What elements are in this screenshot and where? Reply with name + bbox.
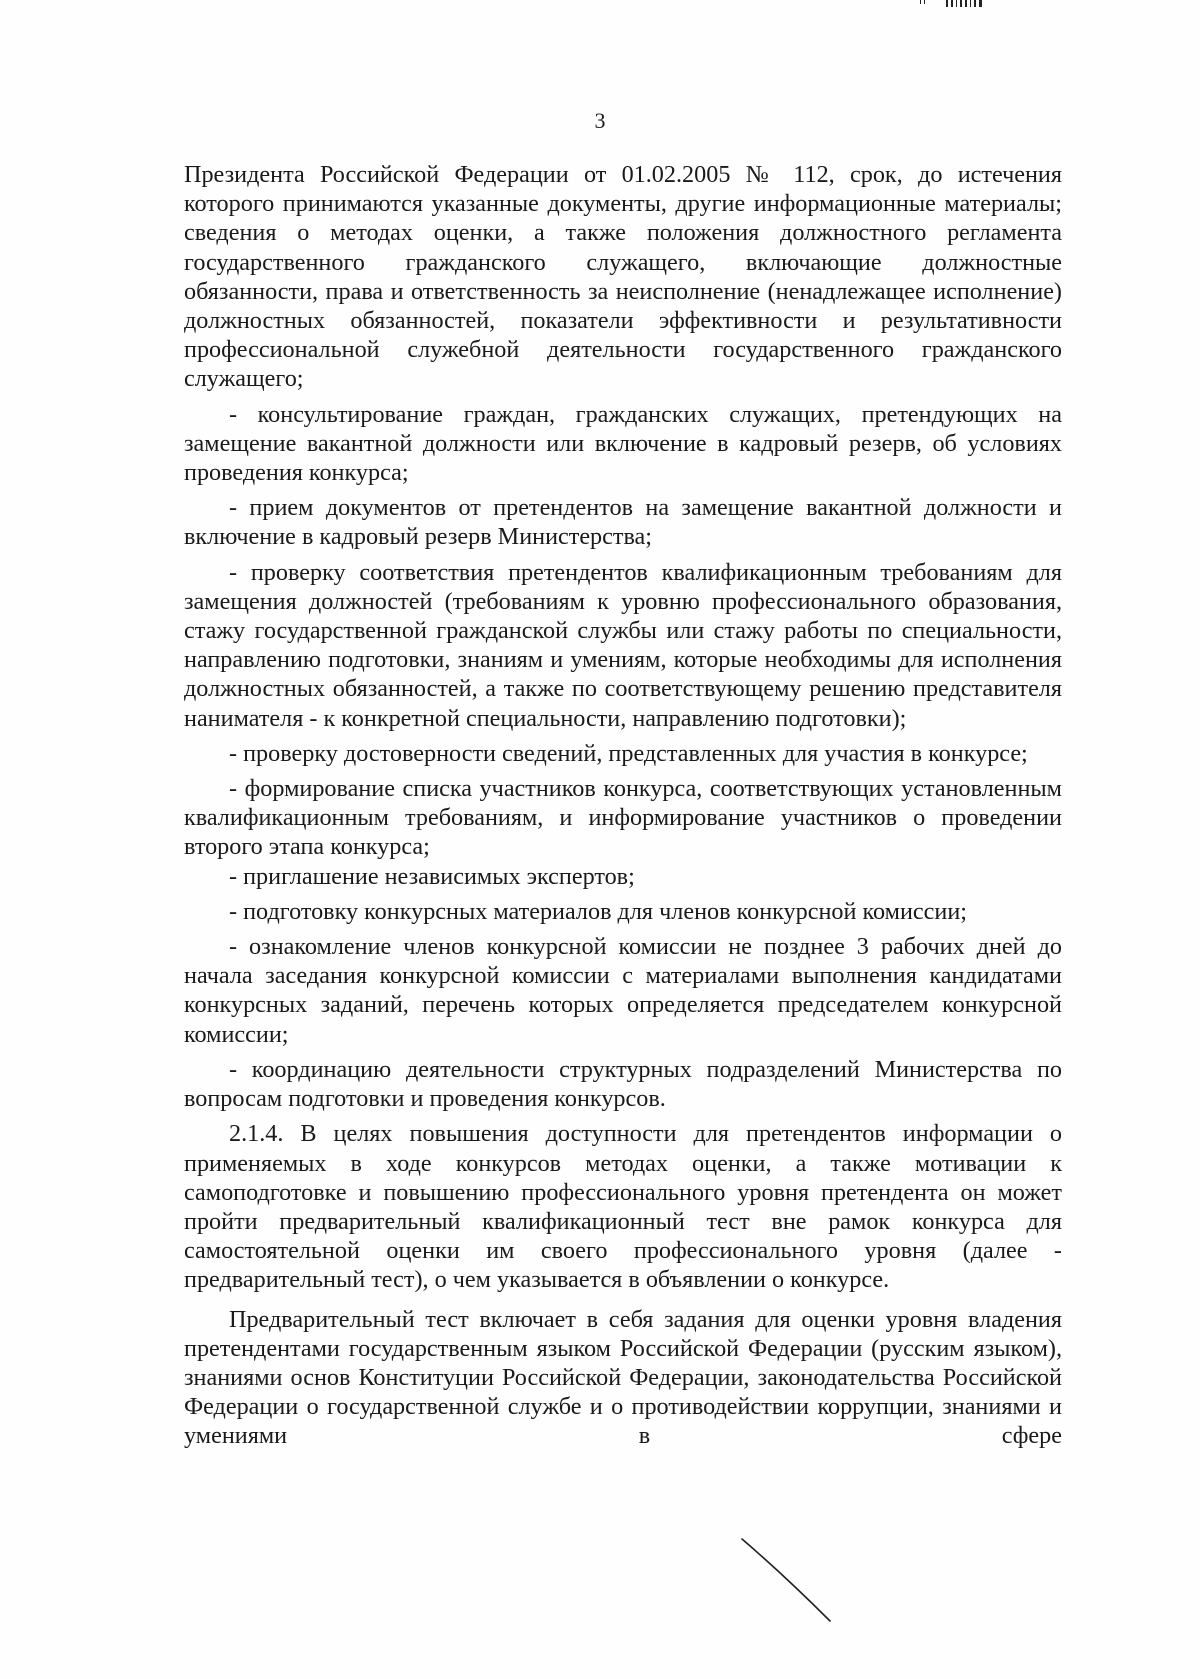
scan-artifact-marks bbox=[920, 0, 1020, 10]
page-number: 3 bbox=[594, 108, 606, 133]
section-2-1-4: 2.1.4. В целях повышения доступности для претендентов информации о применяемых в ходе конкурсов методах оценки, а также мотивации к самоподготовке и повышению профессионального уровня претендента он может пройти предварительный квалификационный тест вне рамок конкурса для самостоятельной оценки им своего профессионального уровня (далее - предварительный тест), о чем указывается в объявлении о конкурсе. bbox=[184, 1120, 1062, 1294]
list-item-familiarization: - ознакомление членов конкурсной комиссии не позднее 3 рабочих дней до начала заседания конкурсной комиссии с материалами выполнения кандидатами конкурсных заданий, перечень которых определяется председателем конкурсной комиссии; bbox=[184, 933, 1062, 1048]
list-item-qualification-check: - проверку соответствия претендентов квалификационным требованиям для замещения должностей (требованиям к уровню профессионального образования, стажу государственной гражданской службы или стажу работы по специальности, направлению подготовки, знаниям и умениям, которые необходимы для исполнения должностных обязанностей, а также по соответствующему решению представителя нанимателя - к конкретной специальности, направлению подготовки); bbox=[184, 558, 1062, 732]
list-item-materials: - подготовку конкурсных материалов для членов конкурсной комиссии; bbox=[229, 897, 967, 925]
list-item-coordination: - координацию деятельности структурных подразделений Министерства по вопросам подготовки и проведения конкурсов. bbox=[184, 1055, 1062, 1113]
paragraph-preliminary-test: Предварительный тест включает в себя задания для оценки уровня владения претендентами государственным языком Российской Федерации (русским языком), знаниями основ Конституции Российской Федерации, законодательства Российской Федерации о государственной службе и о противодействии коррупции, знаниями и умениями в сфере bbox=[184, 1305, 1062, 1450]
list-item-document-receipt: - прием документов от претендентов на замещение вакантной должности и включение в кадровый резерв Министерства; bbox=[184, 494, 1062, 551]
document-body bbox=[184, 160, 1062, 1451]
list-item-consulting: - консультирование граждан, гражданских служащих, претендующих на замещение вакантной должности или включение в кадровый резерв, об условиях проведения конкурса; bbox=[184, 400, 1062, 487]
list-item-experts: - приглашение независимых экспертов; bbox=[229, 862, 635, 890]
handwritten-slash-mark bbox=[740, 1535, 840, 1625]
list-item-participant-list: - формирование списка участников конкурса, соответствующих установленным квалификационным требованиям, и информирование участников о проведении второго этапа конкурса; bbox=[184, 775, 1062, 861]
list-item-reliability-check: - проверку достоверности сведений, представленных для участия в конкурсе; bbox=[229, 739, 1028, 767]
paragraph-continuation: Президента Российской Федерации от 01.02.2005 № 112, срок, до истечения которого принимаются указанные документы, другие информационные материалы; сведения о методах оценки, а также положения должностного регламента государственного гражданского служащего, включающие должностные обязанности, права и ответственность за неисполнение (ненадлежащее исполнение) должностных обязанностей, показатели эффективности и результативности профессиональной служебной деятельности государственного гражданского служащего; bbox=[184, 161, 1062, 393]
